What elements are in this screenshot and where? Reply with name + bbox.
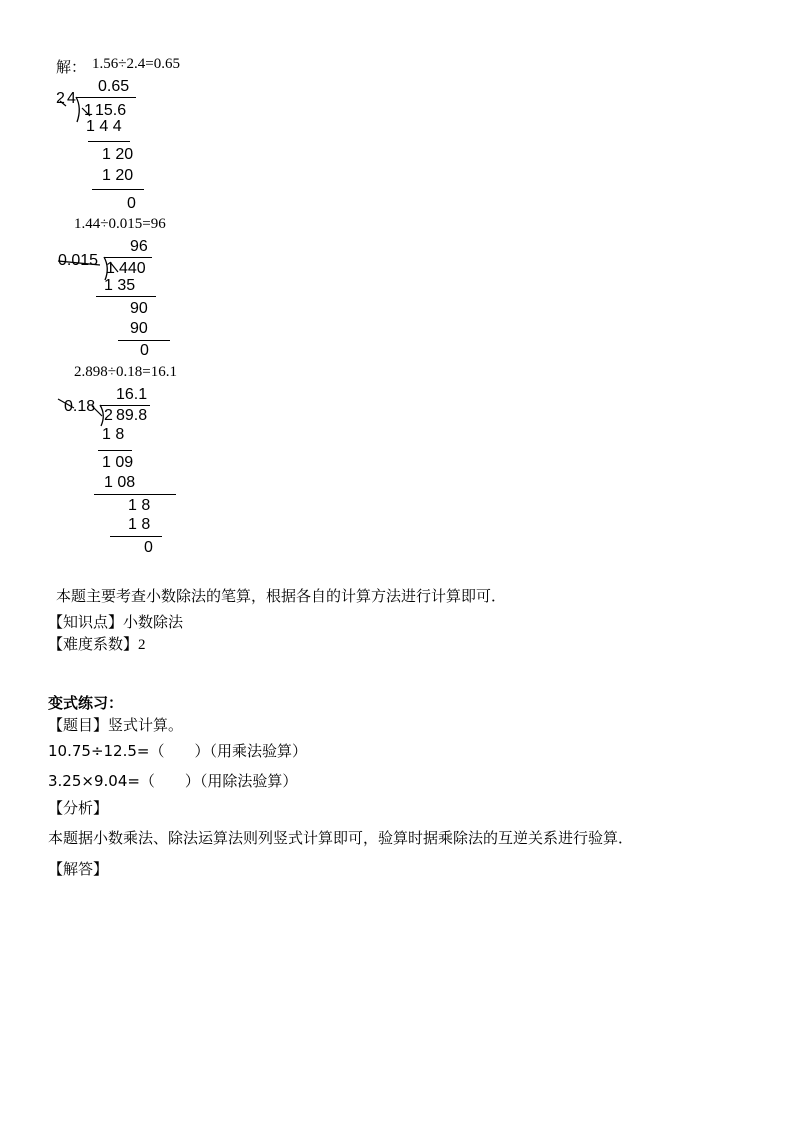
step: 1 8 — [128, 516, 151, 533]
remainder: 0 — [127, 195, 136, 212]
dividend: 89.8 — [116, 407, 148, 424]
variant-item-1: 10.75÷12.5=（ ）（用乘法验算） — [48, 742, 307, 760]
knowledge-point — [48, 611, 183, 632]
step-line — [98, 450, 132, 451]
dividend-digit: 1 — [84, 102, 93, 119]
dividend-digit: 2 — [104, 407, 113, 424]
step: 1 4 4 — [86, 118, 122, 135]
divisor-digit: 4 — [67, 90, 76, 107]
dividend: 15.6 — [95, 102, 127, 119]
equation-1: 1.56÷2.4=0.65 — [92, 56, 180, 72]
step: 1 20 — [102, 146, 134, 163]
remainder: 0 — [144, 539, 153, 556]
dividend-digit: 1 — [106, 260, 115, 277]
step: 1 35 — [104, 277, 136, 294]
step: 90 — [130, 320, 148, 337]
remainder: 0 — [140, 342, 149, 359]
solution-label: 解： — [56, 58, 87, 76]
divisor: 0.18 — [64, 398, 96, 415]
variant-item-2: 3.25×9.04=（ ）（用除法验算） — [48, 772, 298, 790]
answer-label: 【解答】 — [48, 860, 109, 878]
variant-analysis-text: 本题据小数乘法、除法运算法则列竖式计算即可，验算时据乘除法的互逆关系进行验算． — [48, 829, 634, 847]
question-text: 竖式计算。 — [108, 716, 184, 734]
step: 1 08 — [104, 474, 136, 491]
question-label: 【题目】 — [48, 716, 109, 734]
step: 90 — [130, 300, 148, 317]
step: 1 20 — [102, 167, 134, 184]
step: 1 8 — [102, 426, 125, 443]
equation-2: 1.44÷0.015=96 — [74, 216, 166, 232]
quotient: 16.1 — [116, 386, 148, 403]
knowledge-value: 小数除法 — [123, 613, 184, 631]
variant-question — [48, 714, 183, 735]
quotient: 96 — [130, 238, 148, 255]
step-line — [94, 494, 176, 495]
difficulty — [48, 633, 146, 654]
analysis-text: 本题主要考查小数除法的笔算，根据各自的计算方法进行计算即可． — [56, 587, 507, 605]
difficulty-label: 【难度系数】 — [48, 635, 139, 653]
step: 1 8 — [128, 497, 151, 514]
dividend: 440 — [119, 260, 146, 277]
variant-title: 变式练习： — [48, 694, 124, 712]
knowledge-label: 【知识点】 — [48, 613, 124, 631]
divisor: 0.015 — [58, 252, 99, 269]
analysis-label: 【分析】 — [48, 799, 109, 817]
equation-3: 2.898÷0.18=16.1 — [74, 364, 177, 380]
difficulty-value: 2 — [138, 637, 146, 653]
step-line — [110, 536, 162, 537]
quotient: 0.65 — [98, 78, 130, 95]
divisor-digit: 2 — [56, 90, 65, 107]
step: 1 09 — [102, 454, 134, 471]
